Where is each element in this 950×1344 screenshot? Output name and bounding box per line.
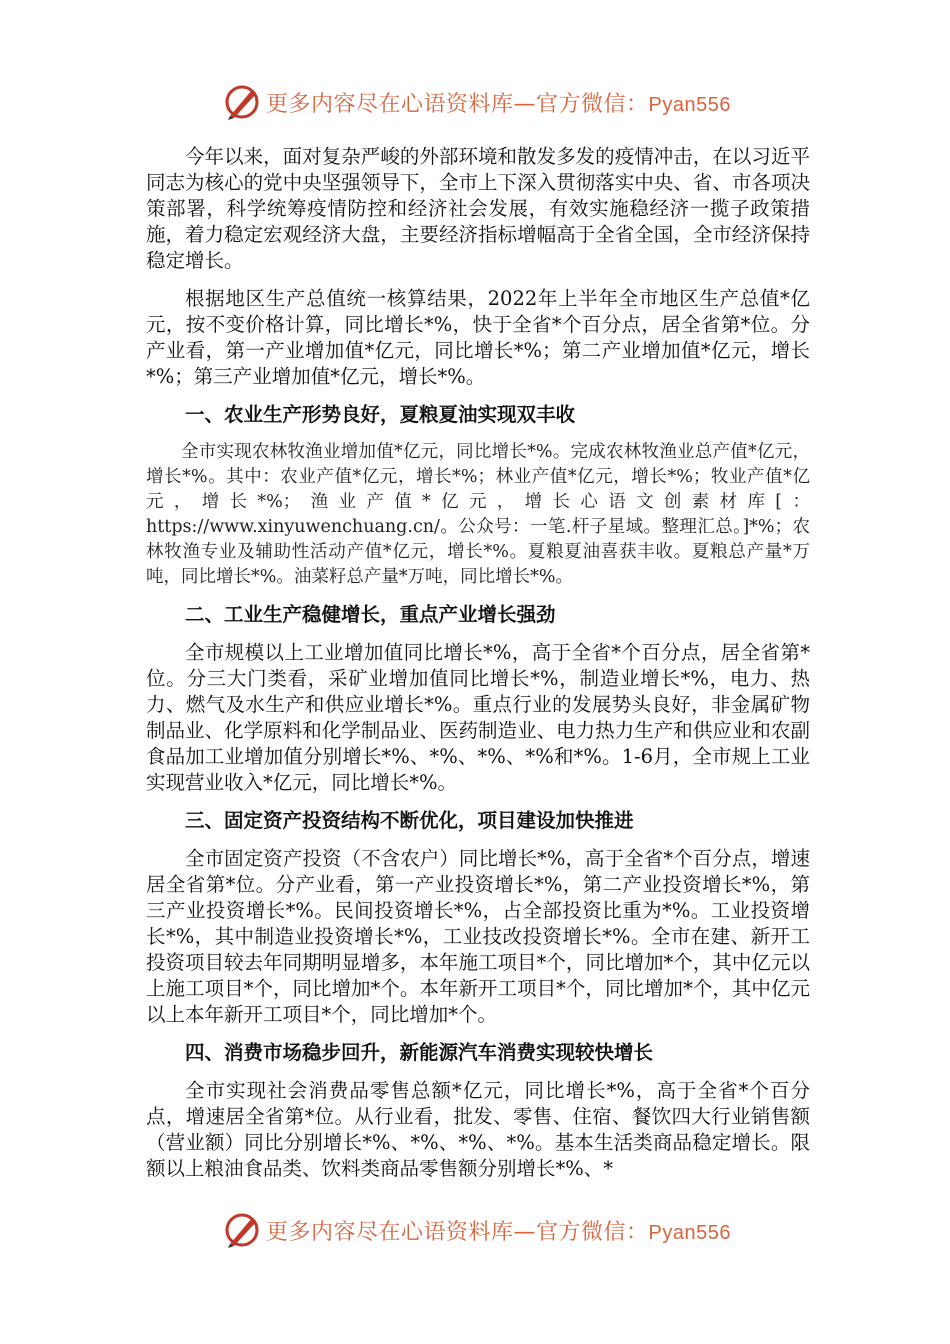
banner-text: [266, 1215, 731, 1246]
banner-slogan: 更多内容尽在心语资料库—官方微信：: [266, 1220, 649, 1245]
investment-paragraph: 全市固定资产投资（不含农户）同比增长*%，高于全省*个百分点，增速居全省第*位。分产业看，第一产业投资增长*%，第二产业投资增长*%，第三产业投资增长*%。民间投资增长*%，占全部投资比重为*%。工业投资增长*%，其中制造业投资增长*%，工业技改投资增长*%。全市在建、新开工投资项目较去年同期明显增多，本年施工项目*个，同比增加*个，其中亿元以上施工项目*个，同比增加*个。本年新开工项目*个，同比增加*个，其中亿元以上本年新开工项目*个，同比增加*个。: [146, 847, 810, 1026]
pen-icon: [222, 1210, 262, 1250]
section-heading-agriculture: 一、农业生产形势良好，夏粮夏油实现双丰收: [185, 403, 576, 426]
intro-paragraph: 今年以来，面对复杂严峻的外部环境和散发多发的疫情冲击，在以习近平同志为核心的党中央坚强领导下，全市上下深入贯彻落实中央、省、市各项决策部署，科学统筹疫情防控和经济社会发展，有效实施稳经济一揽子政策措施，着力稳定宏观经济大盘，主要经济指标增幅高于全省全国，全市经济保持稳定增长。: [146, 145, 810, 272]
header-banner: [0, 78, 950, 126]
consumption-paragraph: 全市实现社会消费品零售总额*亿元，同比增长*%，高于全省*个百分点，增速居全省第*位。从行业看，批发、零售、住宿、餐饮四大行业销售额（营业额）同比分别增长*%、*%、*%、*%。基本生活类商品稳定增长。限额以上粮油食品类、饮料类商品零售额分别增长*%、*: [146, 1079, 810, 1180]
document-body: [146, 144, 810, 1194]
banner-slogan: 更多内容尽在心语资料库—官方微信：: [266, 92, 649, 117]
pen-icon: [222, 82, 262, 122]
section-heading-consumption: 四、消费市场稳步回升，新能源汽车消费实现较快增长: [185, 1041, 654, 1064]
section-heading-investment: 三、固定资产投资结构不断优化，项目建设加快推进: [185, 809, 634, 832]
industry-paragraph: 全市规模以上工业增加值同比增长*%，高于全省*个百分点，居全省第*位。分三大门类看，采矿业增加值同比增长*%，制造业增长*%，电力、热力、燃气及水生产和供应业增长*%。重点行业的发展势头良好，非金属矿物制品业、化学原料和化学制品业、医药制造业、电力热力生产和供应业和农副食品加工业增加值分别增长*%、*%、*%、*%和*%。1-6月，全市规上工业实现营业收入*亿元，同比增长*%。: [146, 641, 810, 794]
footer-banner: [0, 1206, 950, 1254]
wechat-id: Pyan556: [648, 1222, 731, 1244]
wechat-id: Pyan556: [648, 94, 731, 116]
agriculture-paragraph: 全市实现农林牧渔业增加值*亿元，同比增长*%。完成农林牧渔业总产值*亿元，增长*%。其中：农业产值*亿元，增长*%；林业产值*亿元，增长*%；牧业产值*亿元，增长*%；渔业产值*亿元，增长心语文创素材库[：https://www.xinyuwenchuang.cn/。公众号：一笔.杆子星域。整理汇总。]*%；农林牧渔专业及辅助性活动产值*亿元，增长*%。夏粮夏油喜获丰收。夏粮总产量*万吨，同比增长*%。油菜籽总产量*万吨，同比增长*%。: [146, 442, 810, 587]
section-heading-industry: 二、工业生产稳健增长，重点产业增长强劲: [185, 603, 556, 626]
gdp-paragraph: 根据地区生产总值统一核算结果，2022年上半年全市地区生产总值*亿元，按不变价格计算，同比增长*%，快于全省*个百分点，居全省第*位。分产业看，第一产业增加值*亿元，同比增长*%；第二产业增加值*亿元，增长*%；第三产业增加值*亿元，增长*%。: [146, 287, 810, 388]
banner-text: [266, 87, 731, 118]
